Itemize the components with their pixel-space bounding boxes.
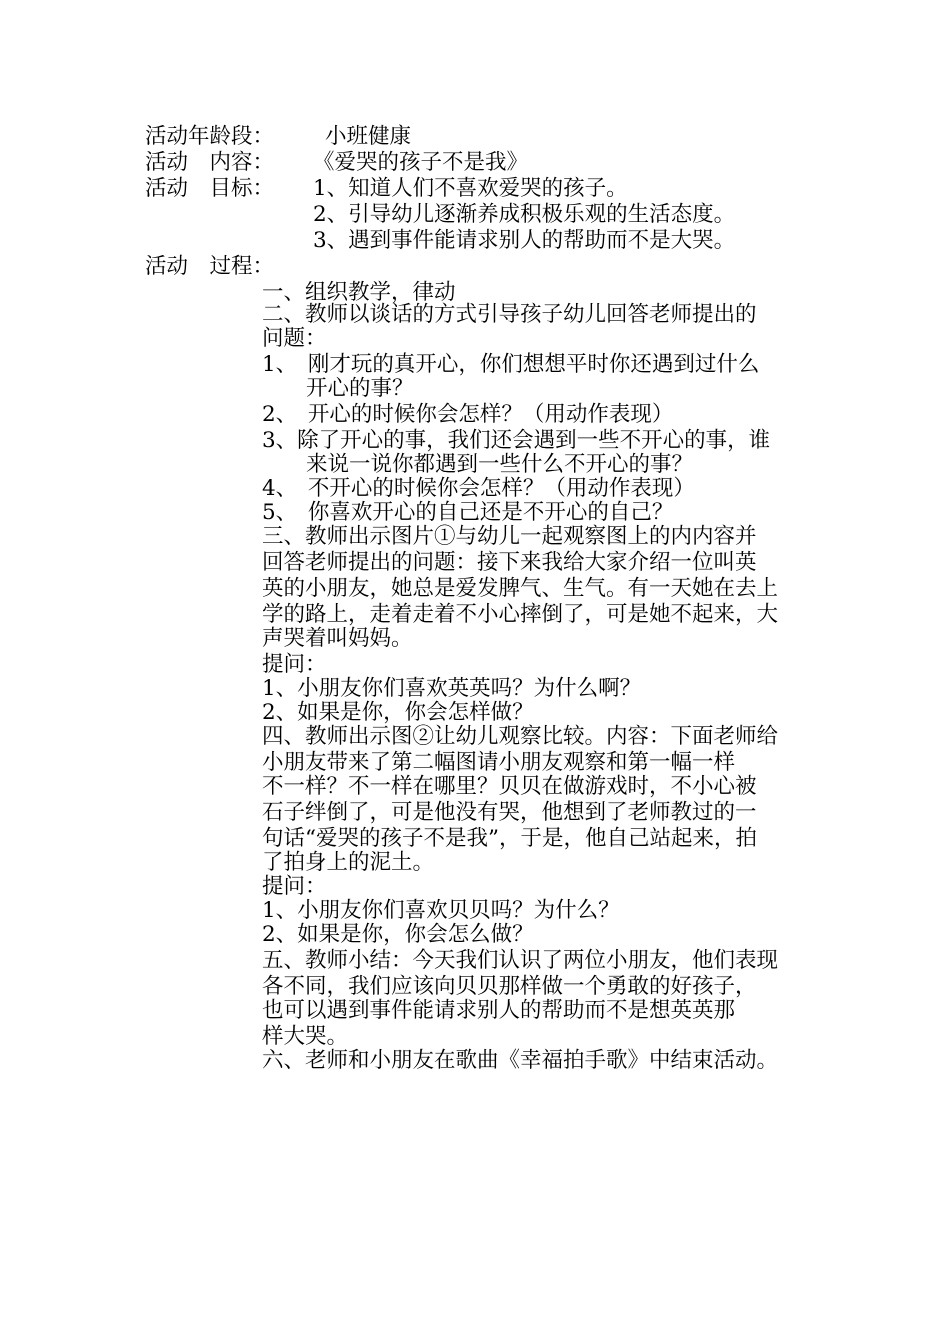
body-line: 四、教师出示图②让幼儿观察比较。内容：下面老师给 (262, 724, 779, 749)
body-line: 了拍身上的泥土。 (262, 850, 435, 875)
goal-item: 1、知道人们不喜欢爱哭的孩子。 (313, 176, 628, 201)
goal-label: 活动 目标： (145, 176, 275, 201)
age-label: 活动年龄段： (145, 124, 275, 149)
body-line: 2、如果是你，你会怎么做？ (262, 922, 534, 947)
body-line: 句话“爱哭的孩子不是我”，于是，他自己站起来，拍 (262, 826, 757, 851)
body-line: 六、老师和小朋友在歌曲《幸福拍手歌》中结束活动。 (262, 1048, 779, 1073)
content-value: 《爱哭的孩子不是我》 (313, 150, 529, 175)
body-line: 1、 刚才玩的真开心，你们想想平时你还遇到过什么 (262, 352, 760, 377)
body-line: 样大哭。 (262, 1024, 349, 1049)
body-line: 提问： (262, 874, 327, 899)
body-line: 5、 你喜欢开心的自己还是不开心的自己？ (262, 500, 674, 525)
body-line: 不一样？不一样在哪里？贝贝在做游戏时，不小心被 (262, 774, 757, 799)
body-line: 各不同，我们应该向贝贝那样做一个勇敢的好孩子， (262, 974, 757, 999)
content-label: 活动 内容： (145, 150, 275, 175)
body-line: 提问： (262, 652, 327, 677)
body-line: 学的路上，走着走着不小心摔倒了，可是她不起来，大 (262, 602, 779, 627)
goal-item: 2、引导幼儿逐渐养成积极乐观的生活态度。 (313, 202, 736, 227)
body-line: 二、教师以谈话的方式引导孩子幼儿回答老师提出的 (262, 302, 757, 327)
body-line: 也可以遇到事件能请求别人的帮助而不是想英英那 (262, 998, 736, 1023)
body-line: 问题： (262, 326, 327, 351)
body-line: 3、除了开心的事，我们还会遇到一些不开心的事，谁 (262, 428, 771, 453)
body-line: 开心的事？ (306, 376, 414, 401)
body-line: 小朋友带来了第二幅图请小朋友观察和第一幅一样 (262, 750, 736, 775)
goal-item: 3、遇到事件能请求别人的帮助而不是大哭。 (313, 228, 736, 253)
body-line: 1、小朋友你们喜欢英英吗？为什么啊？ (262, 676, 642, 701)
body-line: 回答老师提出的问题：接下来我给大家介绍一位叫英 (262, 550, 757, 575)
body-line: 一、组织教学，律动 (262, 280, 456, 305)
body-line: 来说一说你都遇到一些什么不开心的事？ (306, 452, 694, 477)
body-line: 2、 开心的时候你会怎样？（用动作表现） (262, 402, 674, 427)
body-line: 2、如果是你，你会怎样做？ (262, 700, 534, 725)
body-line: 声哭着叫妈妈。 (262, 626, 413, 651)
body-line: 4、 不开心的时候你会怎样？（用动作表现） (262, 476, 695, 501)
body-line: 英的小朋友，她总是爱发脾气、生气。有一天她在去上 (262, 576, 779, 601)
age-value: 小班健康 (325, 124, 412, 149)
process-label: 活动 过程： (145, 254, 275, 279)
body-line: 1、小朋友你们喜欢贝贝吗？为什么？ (262, 898, 620, 923)
body-line: 三、教师出示图片①与幼儿一起观察图上的内内容并 (262, 524, 757, 549)
body-line: 石子绊倒了，可是他没有哭，他想到了老师教过的一 (262, 800, 757, 825)
body-line: 五、教师小结：今天我们认识了两位小朋友，他们表现 (262, 948, 779, 973)
